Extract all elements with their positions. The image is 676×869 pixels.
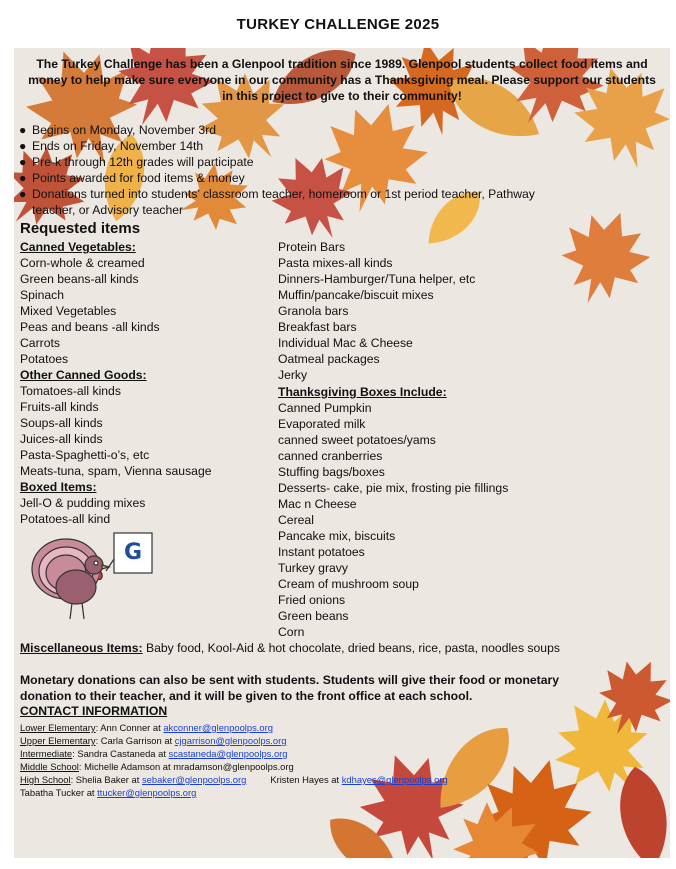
canned-vegetables-heading: Canned Vegetables: [20, 240, 136, 254]
bullet-item: ● Begins on Monday, November 3rd [19, 123, 217, 137]
list-item: Pasta mixes-all kinds [278, 256, 393, 270]
list-item: Tomatoes-all kinds [20, 384, 121, 398]
flyer [14, 48, 670, 858]
email-link[interactable]: scastaneda@glenpoolps.org [168, 748, 288, 759]
thanksgiving-boxes-heading: Thanksgiving Boxes Include: [278, 385, 447, 399]
list-item: Carrots [20, 336, 60, 350]
list-item: Protein Bars [278, 240, 346, 254]
list-item: Pasta-Spaghetti-o’s, etc [20, 448, 150, 462]
contact-row: Lower Elementary: Ann Conner at akconner@glenpoolps.org [20, 722, 273, 733]
bullet-dot-icon: ● [19, 171, 27, 185]
list-item: Evaporated milk [278, 417, 366, 431]
page-title: TURKEY CHALLENGE 2025 [236, 16, 440, 33]
misc-text: Baby food, Kool-Aid & hot chocolate, dried beans, rice, pasta, noodles soups [142, 641, 560, 655]
list-item: Fruits-all kinds [20, 400, 99, 414]
boxed-items-heading: Boxed Items: [20, 480, 97, 494]
list-item: Cream of mushroom soup [278, 577, 419, 591]
right-items-column [278, 239, 578, 640]
list-item: Fried onions [278, 593, 346, 607]
bullet-dot-icon: ● [19, 123, 27, 137]
email-link[interactable]: cjgarrison@glenpoolps.org [174, 735, 287, 746]
list-item: Spinach [20, 288, 65, 302]
email-link[interactable]: ttucker@glenpoolps.org [97, 787, 197, 798]
bullet-item: ● Ends on Friday, November 14th [19, 139, 204, 153]
list-item: Turkey gravy [278, 561, 348, 575]
bullet-dot-icon: ● [19, 139, 27, 153]
email-link[interactable]: sebaker@glenpoolps.org [141, 774, 247, 785]
svg-text:G: G [123, 540, 143, 565]
contact-row: Middle School: Michelle Adamson at mradamson@glenpoolps.org [20, 761, 294, 772]
contact-row: Tabatha Tucker at ttucker@glenpoolps.org [20, 787, 197, 798]
list-item: Green beans-all kinds [20, 272, 139, 286]
list-item: Canned Pumpkin [278, 401, 372, 415]
monetary-donation-note: Monetary donations can also be sent with students. Students will give their food or monetary donation to their teacher, and it will be given to the front office at each school. [20, 673, 560, 703]
list-item: Mac n Cheese [278, 497, 357, 511]
bullet-item: ● Points awarded for food items & money [19, 171, 245, 185]
list-item: Corn [278, 625, 305, 639]
contact-row: Upper Elementary: Carla Garrison at cjgarrison@glenpoolps.org [20, 735, 287, 746]
misc-heading: Miscellaneous Items: [20, 641, 143, 655]
list-item: Peas and beans -all kinds [20, 320, 160, 334]
contact-row: High School: Shelia Baker at sebaker@glenpoolps.org Kristen Hayes at kdhayes@glenpoolps.org [20, 774, 448, 785]
requested-items-heading: Requested items [20, 220, 141, 237]
bullet-item: ● Donations turned into students’ classroom teacher, homeroom or 1st period teacher, Pathway teacher, or Advisory teacher [19, 187, 535, 217]
misc-items [20, 640, 560, 656]
list-item: Corn-whole & creamed [20, 256, 145, 270]
list-item: Dinners-Hamburger/Tuna helper, etc [278, 272, 476, 286]
list-item: Granola bars [278, 304, 349, 318]
contact-row: Intermediate: Sandra Castaneda at scastaneda@glenpoolps.org [20, 748, 288, 759]
left-items-column [20, 239, 270, 527]
contact-list [20, 721, 620, 799]
list-item: Pancake mix, biscuits [278, 529, 396, 543]
bullet-item: ● Pre-k through 12th grades will participate [19, 155, 254, 169]
list-item: Meats-tuna, spam, Vienna sausage [20, 464, 212, 478]
list-item: Jerky [278, 368, 308, 382]
turkey-mascot-icon [26, 531, 156, 626]
list-item: Individual Mac & Cheese [278, 336, 413, 350]
list-item: Juices-all kinds [20, 432, 103, 446]
list-item: Oatmeal packages [278, 352, 380, 366]
list-item: Desserts- cake, pie mix, frosting pie fillings [278, 481, 509, 495]
list-item: canned sweet potatoes/yams [278, 433, 436, 447]
list-item: Soups-all kinds [20, 416, 103, 430]
list-item: Green beans [278, 609, 349, 623]
list-item: Instant potatoes [278, 545, 365, 559]
bullet-dot-icon: ● [19, 155, 27, 169]
event-bullets [19, 122, 579, 218]
email-link[interactable]: kdhayes@glenpoolps.org [341, 774, 448, 785]
list-item: Potatoes-all kind [20, 512, 111, 526]
intro-paragraph: The Turkey Challenge has been a Glenpool tradition since 1989. Glenpool students collect food items and money to help make sure everyone in our community has a Thanksgiving meal. Please support our students in this project to give to their community! [28, 57, 656, 103]
list-item: Cereal [278, 513, 314, 527]
email-link[interactable]: akconner@glenpoolps.org [163, 722, 273, 733]
contact-heading: CONTACT INFORMATION [20, 704, 168, 718]
list-item: Jell-O & pudding mixes [20, 496, 146, 510]
list-item: canned cranberries [278, 449, 383, 463]
other-canned-heading: Other Canned Goods: [20, 368, 147, 382]
list-item: Stuffing bags/boxes [278, 465, 385, 479]
list-item: Muffin/pancake/biscuit mixes [278, 288, 434, 302]
bullet-dot-icon: ● [19, 187, 27, 201]
list-item: Mixed Vegetables [20, 304, 117, 318]
list-item: Breakfast bars [278, 320, 357, 334]
list-item: Potatoes [20, 352, 69, 366]
